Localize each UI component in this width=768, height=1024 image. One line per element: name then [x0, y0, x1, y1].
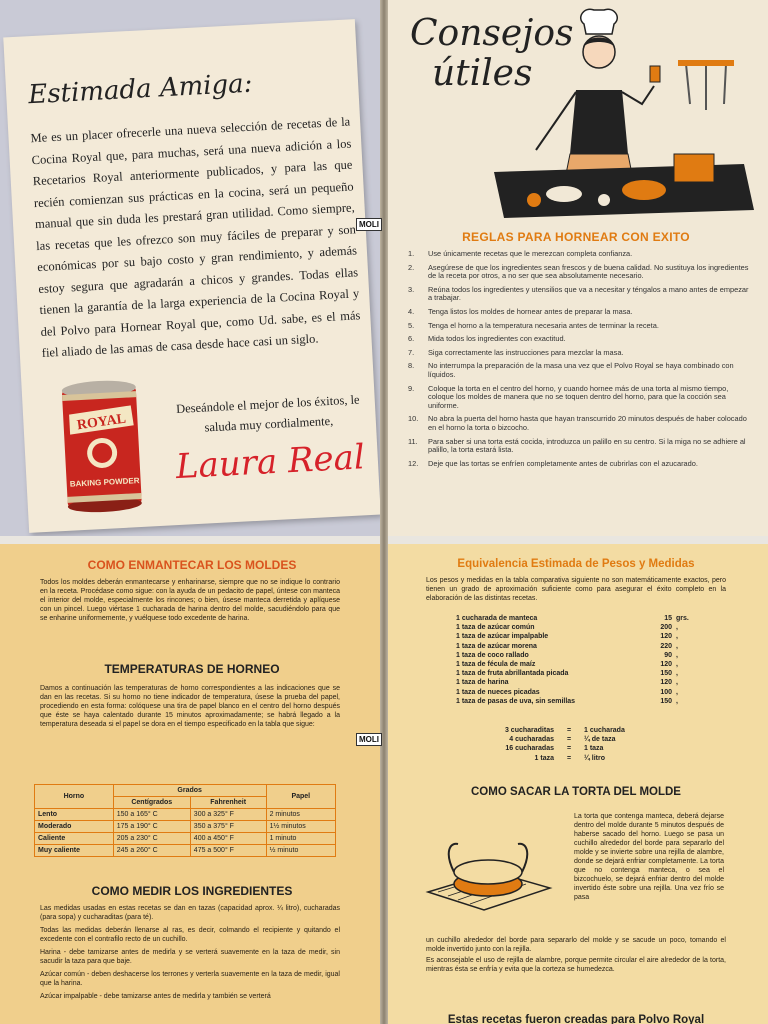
rule-item: [408, 308, 750, 317]
measure-a: 1 taza: [534, 754, 554, 762]
equivalence-a: 1 taza de azúcar impalpable: [456, 633, 549, 641]
sacar-text3: Es aconsejable el uso de rejilla de alambre, porque permite circular el aire alrededor de la torta, mientras ésta se enfría y evita que la corteza se humedezca.: [426, 957, 726, 973]
table-cell-papel: 1 minuto: [266, 833, 335, 845]
rule-number: 5.: [408, 320, 415, 330]
list-item: [484, 754, 684, 763]
letter-card: [3, 19, 380, 533]
sacar-text-bottom: [426, 936, 726, 976]
royal-can-icon: [55, 377, 148, 515]
chef-illustration: [444, 4, 754, 224]
equivalencia-title: Equivalencia Estimada de Pesos y Medidas: [457, 558, 695, 570]
list-item: [484, 735, 684, 744]
list-item: [456, 632, 696, 641]
rule-number: 8.: [408, 361, 415, 371]
equivalence-c: ,: [676, 670, 678, 678]
medir-text: [40, 904, 340, 1005]
rule-text: Deje que las tortas se enfríen completamente antes de cubrirlas con el azucarado.: [428, 458, 698, 468]
table-cell-papel: ½ minuto: [266, 845, 335, 857]
rule-number: 12.: [408, 458, 419, 468]
equivalence-c: ,: [676, 661, 678, 669]
temperatures-table: [34, 784, 336, 857]
equivalence-a: 1 taza de fécula de maíz: [456, 661, 536, 669]
can-label: BAKING POWDER: [69, 476, 140, 489]
watermark-top: MOLI: [356, 218, 382, 231]
equivalence-a: 1 taza de azúcar común: [456, 624, 535, 632]
measure-a: 16 cucharadas: [505, 745, 554, 753]
rule-text: Para saber si una torta está cocida, introduzca un palillo en su centro. Si la miga no se adhiere al palillo, la torta estará lista.: [428, 436, 746, 455]
rule-text: Siga correctamente las instrucciones para mezclar la masa.: [428, 347, 624, 357]
sacar-title: COMO SACAR LA TORTA DEL MOLDE: [471, 786, 681, 798]
table-cell-f: 475 a 500° F: [190, 845, 266, 857]
medir-p1: Las medidas usadas en estas recetas se dan en tazas (capacidad aprox. ¼ litro), cucharadas (para sopa) y cucharaditas (para té).: [40, 905, 340, 921]
rule-item: [408, 322, 750, 331]
equivalence-c: ,: [676, 624, 678, 632]
letter-closing: Deseándole el mejor de los éxitos, le saluda muy cordialmente,: [175, 392, 360, 435]
can-brand: ROYAL: [76, 411, 127, 434]
equivalencia-page: [384, 540, 768, 1024]
equivalence-b: 120: [660, 661, 672, 669]
rule-item: [408, 415, 750, 432]
table-row: [35, 821, 336, 833]
letter-body: Me es un placer ofrecerle una nueva selección de recetas de la Cocina Royal que, para muchas, será una nueva adición a los Recetarios Royal anteriormente publicados, y para las que recién comienzan sus prácticas en la cocina, será un pequeño manual que sin duda les prestará gran utilidad. Como siempre, las recetas que les ofrezco son muy fáciles de preparar y son económicas por su bajo costo y gran rendimiento, y además estoy segura que agradarán a chicos y grandes. Todas ellas tienen la garantía de la larga experiencia de la Cocina Royal y del Polvo para Hornear Royal que, como Ud. sabe, es el más fiel aliado de las amas de casa desde hace casi un siglo.: [30, 114, 361, 360]
rule-number: 11.: [408, 436, 418, 446]
equivalence-c: ,: [676, 651, 678, 659]
table-cell-c: 205 a 230° C: [113, 833, 190, 845]
rule-number: 3.: [408, 284, 415, 294]
table-cell-f: 400 a 450° F: [190, 833, 266, 845]
equivalence-c: ,: [676, 633, 678, 641]
rule-text: Asegúrese de que los ingredientes sean frescos y de buena calidad. No sustituya los ingredientes de la receta por otros, a no ser que sea absolutamente necesario.: [428, 262, 749, 281]
cake-pan-illustration: [424, 832, 554, 912]
measure-s: =: [566, 727, 572, 734]
moldes-title: COMO ENMANTECAR LOS MOLDES: [87, 558, 297, 572]
equivalence-c: ,: [676, 642, 678, 650]
equivalence-b: 120: [660, 633, 672, 641]
moldes-page: [0, 540, 384, 1024]
th-horno: Horno: [35, 785, 114, 809]
rule-text: No abra la puerta del horno hasta que hayan transcurrido 20 minutos después de haber colocado en el horno la torta o bizcocho.: [428, 414, 747, 432]
rules-list: [408, 250, 750, 473]
measure-a: 3 cucharaditas: [504, 727, 554, 734]
medir-title: COMO MEDIR LOS INGREDIENTES: [91, 884, 293, 898]
watermark-bottom: MOLI: [356, 733, 382, 746]
table-row: [35, 845, 336, 857]
list-item: [484, 726, 684, 735]
list-item: [456, 669, 696, 678]
list-item: [456, 678, 696, 687]
table-cell-c: 245 a 260° C: [113, 845, 190, 857]
equivalence-c: ,: [676, 679, 678, 687]
measure-s: =: [566, 745, 572, 753]
rule-number: 4.: [408, 306, 415, 316]
table-cell-f: 350 a 375° F: [190, 821, 266, 833]
th-centigrados: Centígrados: [113, 797, 190, 809]
measure-b: ¼ litro: [584, 754, 606, 762]
rule-item: [408, 438, 750, 455]
rule-text: Coloque la torta en el centro del horno, y cuando hornee más de una torta al mismo tiempo, coloque los moldes de manera que no se toquen dentro del horno, para que la cocción sea uniforme.: [428, 383, 729, 410]
rule-text: Reúna todos los ingredientes y utensilios que va a necesitar y téngalos a mano antes de empezar a trabajar.: [428, 284, 749, 303]
list-item: [456, 623, 696, 632]
rules-title: REGLAS PARA HORNEAR CON EXITO: [462, 230, 690, 244]
medir-p5: Azúcar impalpable - debe tamizarse antes de medirla y también se verterá: [40, 993, 271, 1000]
equivalence-c: ,: [676, 688, 678, 696]
rule-item: [408, 349, 750, 358]
consejos-title-line2: útiles: [432, 53, 533, 94]
rule-number: 9.: [408, 383, 415, 393]
table-cell-c: 175 a 190° C: [113, 821, 190, 833]
equivalence-list: [456, 614, 696, 706]
equivalence-a: 1 taza de nueces picadas: [456, 688, 540, 696]
rule-text: Tenga el horno a la temperatura necesaria antes de terminar la receta.: [428, 320, 659, 330]
th-papel: Papel: [266, 785, 335, 809]
equivalence-b: 220: [660, 642, 672, 650]
sacar-text2: un cuchillo alrededor del borde para separarlo del molde y se sacude un poco, tomando el molde invertido junto con la rejilla.: [426, 937, 726, 953]
rule-text: Tenga listos los moldes de hornear antes de preparar la masa.: [428, 306, 633, 316]
measure-s: =: [566, 754, 572, 762]
equivalence-c: ,: [676, 697, 678, 705]
measure-b: 1 cucharada: [584, 727, 625, 734]
equivalence-a: 1 taza de azúcar morena: [456, 642, 537, 650]
moldes-text: Todos los moldes deberán enmantecarse y enharinarse, siempre que no se indique lo contrario en la receta. Procédase como sigue: con la ayuda de un pedacito de papel, úntese con manteca el interior del molde, especialmente los rincones; o bien, úsese manteca derretida y aplíquese con un pincel. Luego viértase 1 cucharada de harina dentro del molde, sacudiéndolo para que se enharine uniformemente, y vuélquese todo excedente de harina.: [40, 579, 340, 622]
rule-number: 7.: [408, 347, 415, 357]
list-item: [456, 697, 696, 706]
list-item: [456, 642, 696, 651]
list-item: [456, 660, 696, 669]
th-grados: Grados: [113, 785, 266, 797]
equivalence-b: 90: [664, 651, 672, 659]
equivalence-a: 1 taza de pasas de uva, sin semillas: [456, 697, 576, 705]
th-fahrenheit: Fahrenheit: [190, 797, 266, 809]
equivalence-b: 15: [664, 615, 672, 622]
table-cell-horno: Moderado: [35, 821, 114, 833]
rule-number: 2.: [408, 262, 415, 272]
list-item: [456, 651, 696, 660]
rule-number: 10.: [408, 414, 419, 424]
sacar-text1: La torta que contenga manteca, deberá dejarse dentro del molde durante 5 minutos después de haberse sacado del horno. Luego se pasa un cuchillo alrededor del borde para separarlo del molde y se invierte sobre una rejilla de alambre, donde se dejará enfriar completamente. La torta que no contenga manteca, o sea el bizcochuelo, se dejará enfriar dentro del molde invertido éste sobre una rejilla. Una vez frío se pasa: [574, 813, 724, 901]
consejos-page: [384, 0, 768, 540]
letter-salutation: Estimada Amiga:: [27, 68, 254, 111]
rule-item: [408, 286, 750, 303]
table-cell-f: 300 a 325° F: [190, 809, 266, 821]
list-item: [456, 614, 696, 623]
medir-p4: Azúcar común - deben deshacerse los terrones y verterla suavemente en la taza de medir, igual que la harina.: [40, 971, 340, 987]
footer-note: Estas recetas fueron creadas para Polvo Royal: [447, 1014, 705, 1024]
measure-a: 4 cucharadas: [509, 736, 554, 744]
medir-p2: Todas las medidas deberán llenarse al ras, es decir, colmando el recipiente y quitando el excedente con el contrafilo recto de un cuchillo.: [40, 927, 340, 943]
table-row: [35, 809, 336, 821]
table-cell-papel: 1½ minutos: [266, 821, 335, 833]
letter-page: [0, 0, 384, 540]
consejos-title-line1: Consejos: [410, 13, 574, 54]
rule-text: Use únicamente recetas que le merezcan completa confianza.: [428, 249, 633, 258]
rule-item: [408, 335, 750, 344]
equivalence-a: 1 taza de harina: [456, 679, 509, 687]
list-item: [484, 744, 684, 753]
table-cell-horno: Lento: [35, 809, 114, 821]
equivalence-c: grs.: [676, 615, 689, 622]
rule-item: [408, 460, 750, 469]
rule-item: [408, 362, 750, 379]
equivalence-a: 1 cucharada de manteca: [456, 615, 538, 622]
rule-item: [408, 385, 750, 411]
temperaturas-title: TEMPERATURAS DE HORNEO: [104, 662, 280, 676]
rule-number: 1.: [408, 249, 415, 258]
rule-item: [408, 264, 750, 281]
table-cell-horno: Muy caliente: [35, 845, 114, 857]
equivalence-b: 200: [660, 624, 672, 632]
equivalence-b: 120: [660, 679, 672, 687]
list-item: [456, 688, 696, 697]
medir-p3: Harina - debe tamizarse antes de medirla y se verterá suavemente en la taza de medir, sin sacudir la taza para que baje.: [40, 949, 340, 965]
table-cell-c: 150 a 165° C: [113, 809, 190, 821]
table-cell-papel: 2 minutos: [266, 809, 335, 821]
rule-number: 6.: [408, 334, 415, 344]
signature: Laura Real: [174, 437, 366, 488]
rule-text: Mida todos los ingredientes con exactitud.: [428, 334, 566, 344]
measure-s: =: [566, 736, 572, 744]
equivalence-b: 100: [660, 688, 672, 696]
table-row: [35, 833, 336, 845]
equivalence-b: 150: [660, 697, 672, 705]
measure-list: [484, 726, 684, 763]
rule-item: [408, 250, 750, 259]
rule-text: No interrumpa la preparación de la masa una vez que el Polvo Royal se haya combinado con líquidos.: [428, 361, 734, 379]
equivalence-b: 150: [660, 670, 672, 678]
equivalencia-text: Los pesos y medidas en la tabla comparativa siguiente no son matemáticamente exactos, pero tienen un grado de aproximación suficiente como para asegurar el éxito completo en la elaboración de las distintas recetas.: [426, 577, 726, 602]
measure-b: ¼ de taza: [584, 736, 616, 744]
temperaturas-text: Damos a continuación las temperaturas de horno correspondientes a las indicaciones que se dan en las recetas. Si su horno no tiene indicador de temperatura, úsese la prueba del papel, procediendo en esta forma: colóquese una tira de papel blanco en el centro del horno después que éste se haya calentado durante 15 minutos aproximadamente; se habrá llegado a la temperatura deseada si el papel se dora en el tiempo especificado en la tabla que sigue:: [40, 685, 340, 728]
measure-b: 1 taza: [584, 745, 604, 753]
equivalence-a: 1 taza de coco rallado: [456, 651, 529, 659]
table-cell-horno: Caliente: [35, 833, 114, 845]
book-spine: [380, 0, 388, 1024]
equivalence-a: 1 taza de fruta abrillantada picada: [456, 670, 569, 678]
